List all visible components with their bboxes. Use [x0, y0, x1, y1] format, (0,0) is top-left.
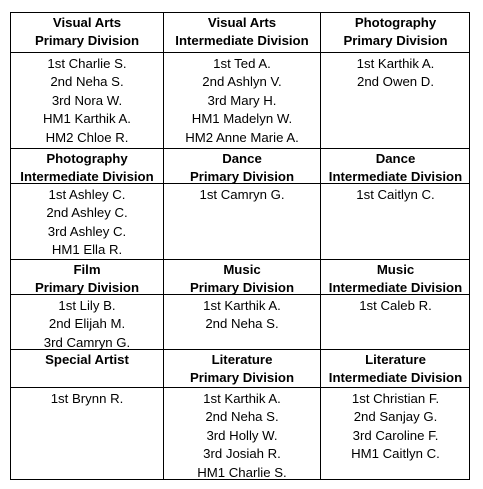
- winner-entry: HM1 Madelyn W.: [191, 111, 293, 127]
- winners-list: [11, 297, 163, 352]
- category-header: [321, 261, 470, 298]
- winner-entry: 2nd Owen D.: [357, 74, 434, 90]
- category-header-line: Intermediate Division: [328, 169, 463, 185]
- category-header: [164, 261, 320, 298]
- winner-entry: 1st Karthik A.: [203, 391, 281, 406]
- winner-entry: 1st Caitlyn C.: [356, 187, 435, 202]
- winner-entry: 1st Brynn R.: [50, 391, 124, 406]
- winners-list: [164, 186, 320, 204]
- winner-entry: 2nd Neha S.: [205, 409, 279, 425]
- category-header: [11, 351, 163, 369]
- winners-list: [11, 186, 163, 260]
- winner-entry: 2nd Neha S.: [50, 74, 124, 90]
- row-rule: [10, 148, 470, 149]
- winners-list: [164, 297, 320, 334]
- category-header: [321, 150, 470, 187]
- category-header-line: Film: [73, 262, 101, 277]
- winner-entry: 1st Ted A.: [213, 56, 271, 71]
- winners-list: [321, 297, 470, 315]
- winner-entry: 3rd Caroline F.: [352, 427, 439, 443]
- category-header: [11, 261, 163, 298]
- category-header-line: Photography: [46, 151, 128, 166]
- category-header: [321, 351, 470, 388]
- category-header: [11, 150, 163, 187]
- winner-entry: 1st Christian F.: [351, 391, 440, 406]
- category-header: [164, 351, 320, 388]
- winner-entry: 3rd Holly W.: [206, 427, 278, 443]
- category-header-line: Dance: [375, 151, 416, 166]
- category-header-line: Special Artist: [45, 352, 129, 367]
- winner-entry: 1st Charlie S.: [47, 56, 127, 71]
- category-header-line: Primary Division: [189, 280, 295, 296]
- winner-entry: HM1 Charlie S.: [197, 464, 287, 480]
- category-header-line: Intermediate Division: [175, 33, 309, 49]
- category-header-line: Music: [376, 262, 415, 277]
- category-header: [11, 14, 163, 51]
- category-header-line: Visual Arts: [207, 15, 277, 30]
- winner-entry: 2nd Ashley C.: [46, 205, 128, 221]
- category-header: [164, 150, 320, 187]
- category-header-line: Intermediate Division: [328, 370, 463, 386]
- winner-entry: 1st Lily B.: [58, 298, 116, 313]
- category-header-line: Literature: [211, 352, 273, 367]
- winners-list: [164, 390, 320, 482]
- category-header-line: Primary Division: [34, 33, 140, 49]
- winner-entry: 2nd Ashlyn V.: [202, 74, 282, 90]
- winner-entry: 1st Ashley C.: [48, 187, 126, 202]
- category-header-line: Primary Division: [189, 370, 295, 386]
- category-header-line: Primary Division: [34, 280, 140, 296]
- winners-list: [321, 390, 470, 464]
- category-header-line: Visual Arts: [52, 15, 122, 30]
- winner-entry: 1st Camryn G.: [199, 187, 285, 202]
- winners-list: [321, 55, 470, 92]
- category-header-line: Intermediate Division: [328, 280, 463, 296]
- category-header-line: Literature: [365, 352, 426, 367]
- row-rule: [10, 12, 470, 13]
- winners-list: [321, 186, 470, 204]
- category-header-line: Dance: [222, 151, 262, 166]
- category-header-line: Music: [223, 262, 261, 277]
- winner-entry: 1st Karthik A.: [356, 56, 435, 71]
- category-header-line: Primary Division: [189, 169, 295, 185]
- winner-entry: 1st Caleb R.: [359, 298, 432, 313]
- winner-entry: 2nd Neha S.: [205, 316, 279, 332]
- winner-entry: 3rd Nora W.: [51, 92, 123, 108]
- winner-entry: HM2 Chloe R.: [45, 129, 129, 145]
- winner-entry: 3rd Ashley C.: [47, 223, 127, 239]
- winner-entry: HM1 Ella R.: [51, 242, 123, 258]
- winner-entry: 2nd Elijah M.: [48, 316, 126, 332]
- winner-entry: HM2 Anne Marie A.: [185, 129, 299, 145]
- winners-list: [164, 55, 320, 147]
- winner-entry: 2nd Sanjay G.: [353, 409, 438, 425]
- category-header: [321, 14, 470, 51]
- category-header: [164, 14, 320, 51]
- category-header-line: Primary Division: [343, 33, 448, 49]
- winner-entry: HM1 Caitlyn C.: [351, 446, 440, 462]
- winner-entry: 1st Karthik A.: [203, 298, 281, 313]
- winners-list: [11, 390, 163, 408]
- winner-entry: 3rd Camryn G.: [43, 334, 131, 350]
- winner-entry: HM1 Karthik A.: [43, 111, 131, 127]
- awards-table: [10, 12, 470, 480]
- winner-entry: 3rd Josiah R.: [203, 446, 281, 462]
- winner-entry: 3rd Mary H.: [207, 92, 277, 108]
- category-header-line: Photography: [354, 15, 437, 30]
- winners-list: [11, 55, 163, 147]
- row-rule: [10, 52, 470, 53]
- category-header-line: Intermediate Division: [20, 169, 154, 185]
